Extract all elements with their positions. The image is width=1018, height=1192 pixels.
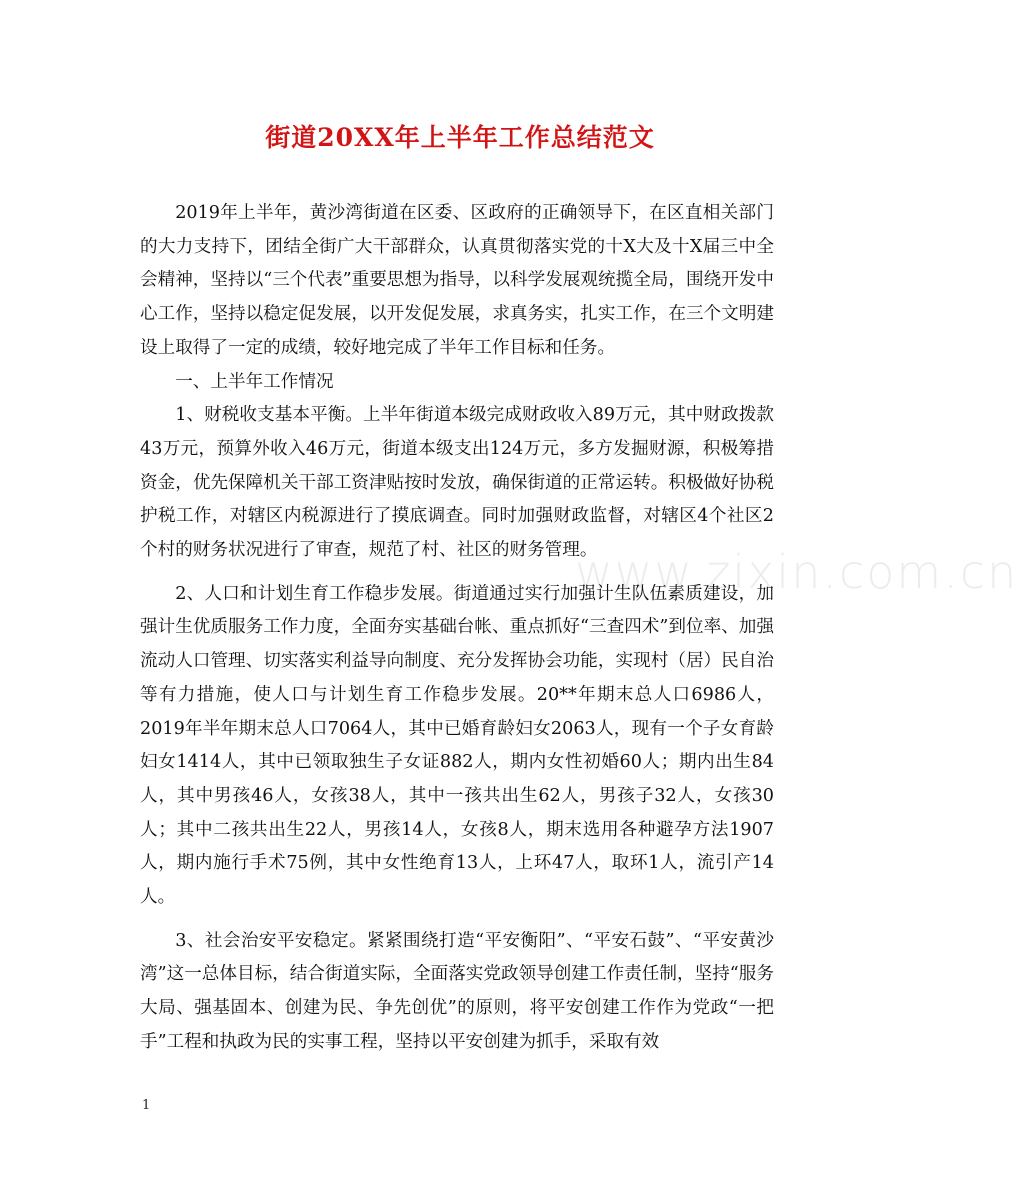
- document-title: 街道20XX年上半年工作总结范文: [265, 123, 655, 152]
- paragraph-intro: 2019年上半年，黄沙湾街道在区委、区政府的正确领导下，在区直相关部门的大力支持下，团结全街广大干部群众，认真贯彻落实党的十X大及十X届三中全会精神，坚持以“三个代表”重要思想为指导，以科学发展观统揽全局，围绕开发中心工作，坚持以稳定促发展，以开发促发展，求真务实，扎实工作，在三个文明建设上取得了一定的成绩，较好地完成了半年工作目标和任务。: [140, 203, 774, 358]
- paragraph-population: 2、人口和计划生育工作稳步发展。街道通过实行加强计生队伍素质建设，加强计生优质服务工作力度，全面夯实基础台帐、重点抓好“三查四术”到位率、加强流动人口管理、切实落实利益导向制度、充分发挥协会功能，实现村（居）民自治等有力措施，使人口与计划生育工作稳步发展。20**年期末总人口6986人，2019年半年期末总人口7064人，其中已婚育龄妇女2063人，现有一个子女育龄妇女1414人，其中已领取独生子女证882人，期内女性初婚60人；期内出生84人，其中男孩46人，女孩38人，其中一孩共出生62人，男孩子32人，女孩30人；其中二孩共出生22人，男孩14人，女孩8人，期末选用各种避孕方法1907人，期内施行手术75例，其中女性绝育13人，上环47人，取环1人，流引产14人。: [140, 583, 774, 908]
- paragraph-finance: 1、财税收支基本平衡。上半年街道本级完成财政收入89万元，其中财政拨款43万元，预算外收入46万元，街道本级支出124万元，多方发掘财源，积极筹措资金，优先保障机关干部工资津贴按时发放，确保街道的正常运转。积极做好协税护税工作，对辖区内税源进行了摸底调查。同时加强财政监督，对辖区4个社区2个村的财务状况进行了审查，规范了村、社区的财务管理。: [140, 405, 774, 561]
- page-number: 1: [142, 1098, 151, 1113]
- paragraph-security: 3、社会治安平安稳定。紧紧围绕打造“平安衡阳”、“平安石鼓”、“平安黄沙湾”这一总体目标，结合街道实际，全面落实党政领导创建工作责任制，坚持“服务大局、强基固本、创建为民、争先创优”的原则，将平安创建工作作为党政“一把手”工程和执政为民的实事工程，坚持以平安创建为抓手，采取有效: [140, 930, 774, 1052]
- section-heading: 一、上半年工作情况: [175, 371, 334, 392]
- document-body: [140, 197, 774, 1060]
- watermark: www.zixin.com.cn: [575, 545, 1018, 599]
